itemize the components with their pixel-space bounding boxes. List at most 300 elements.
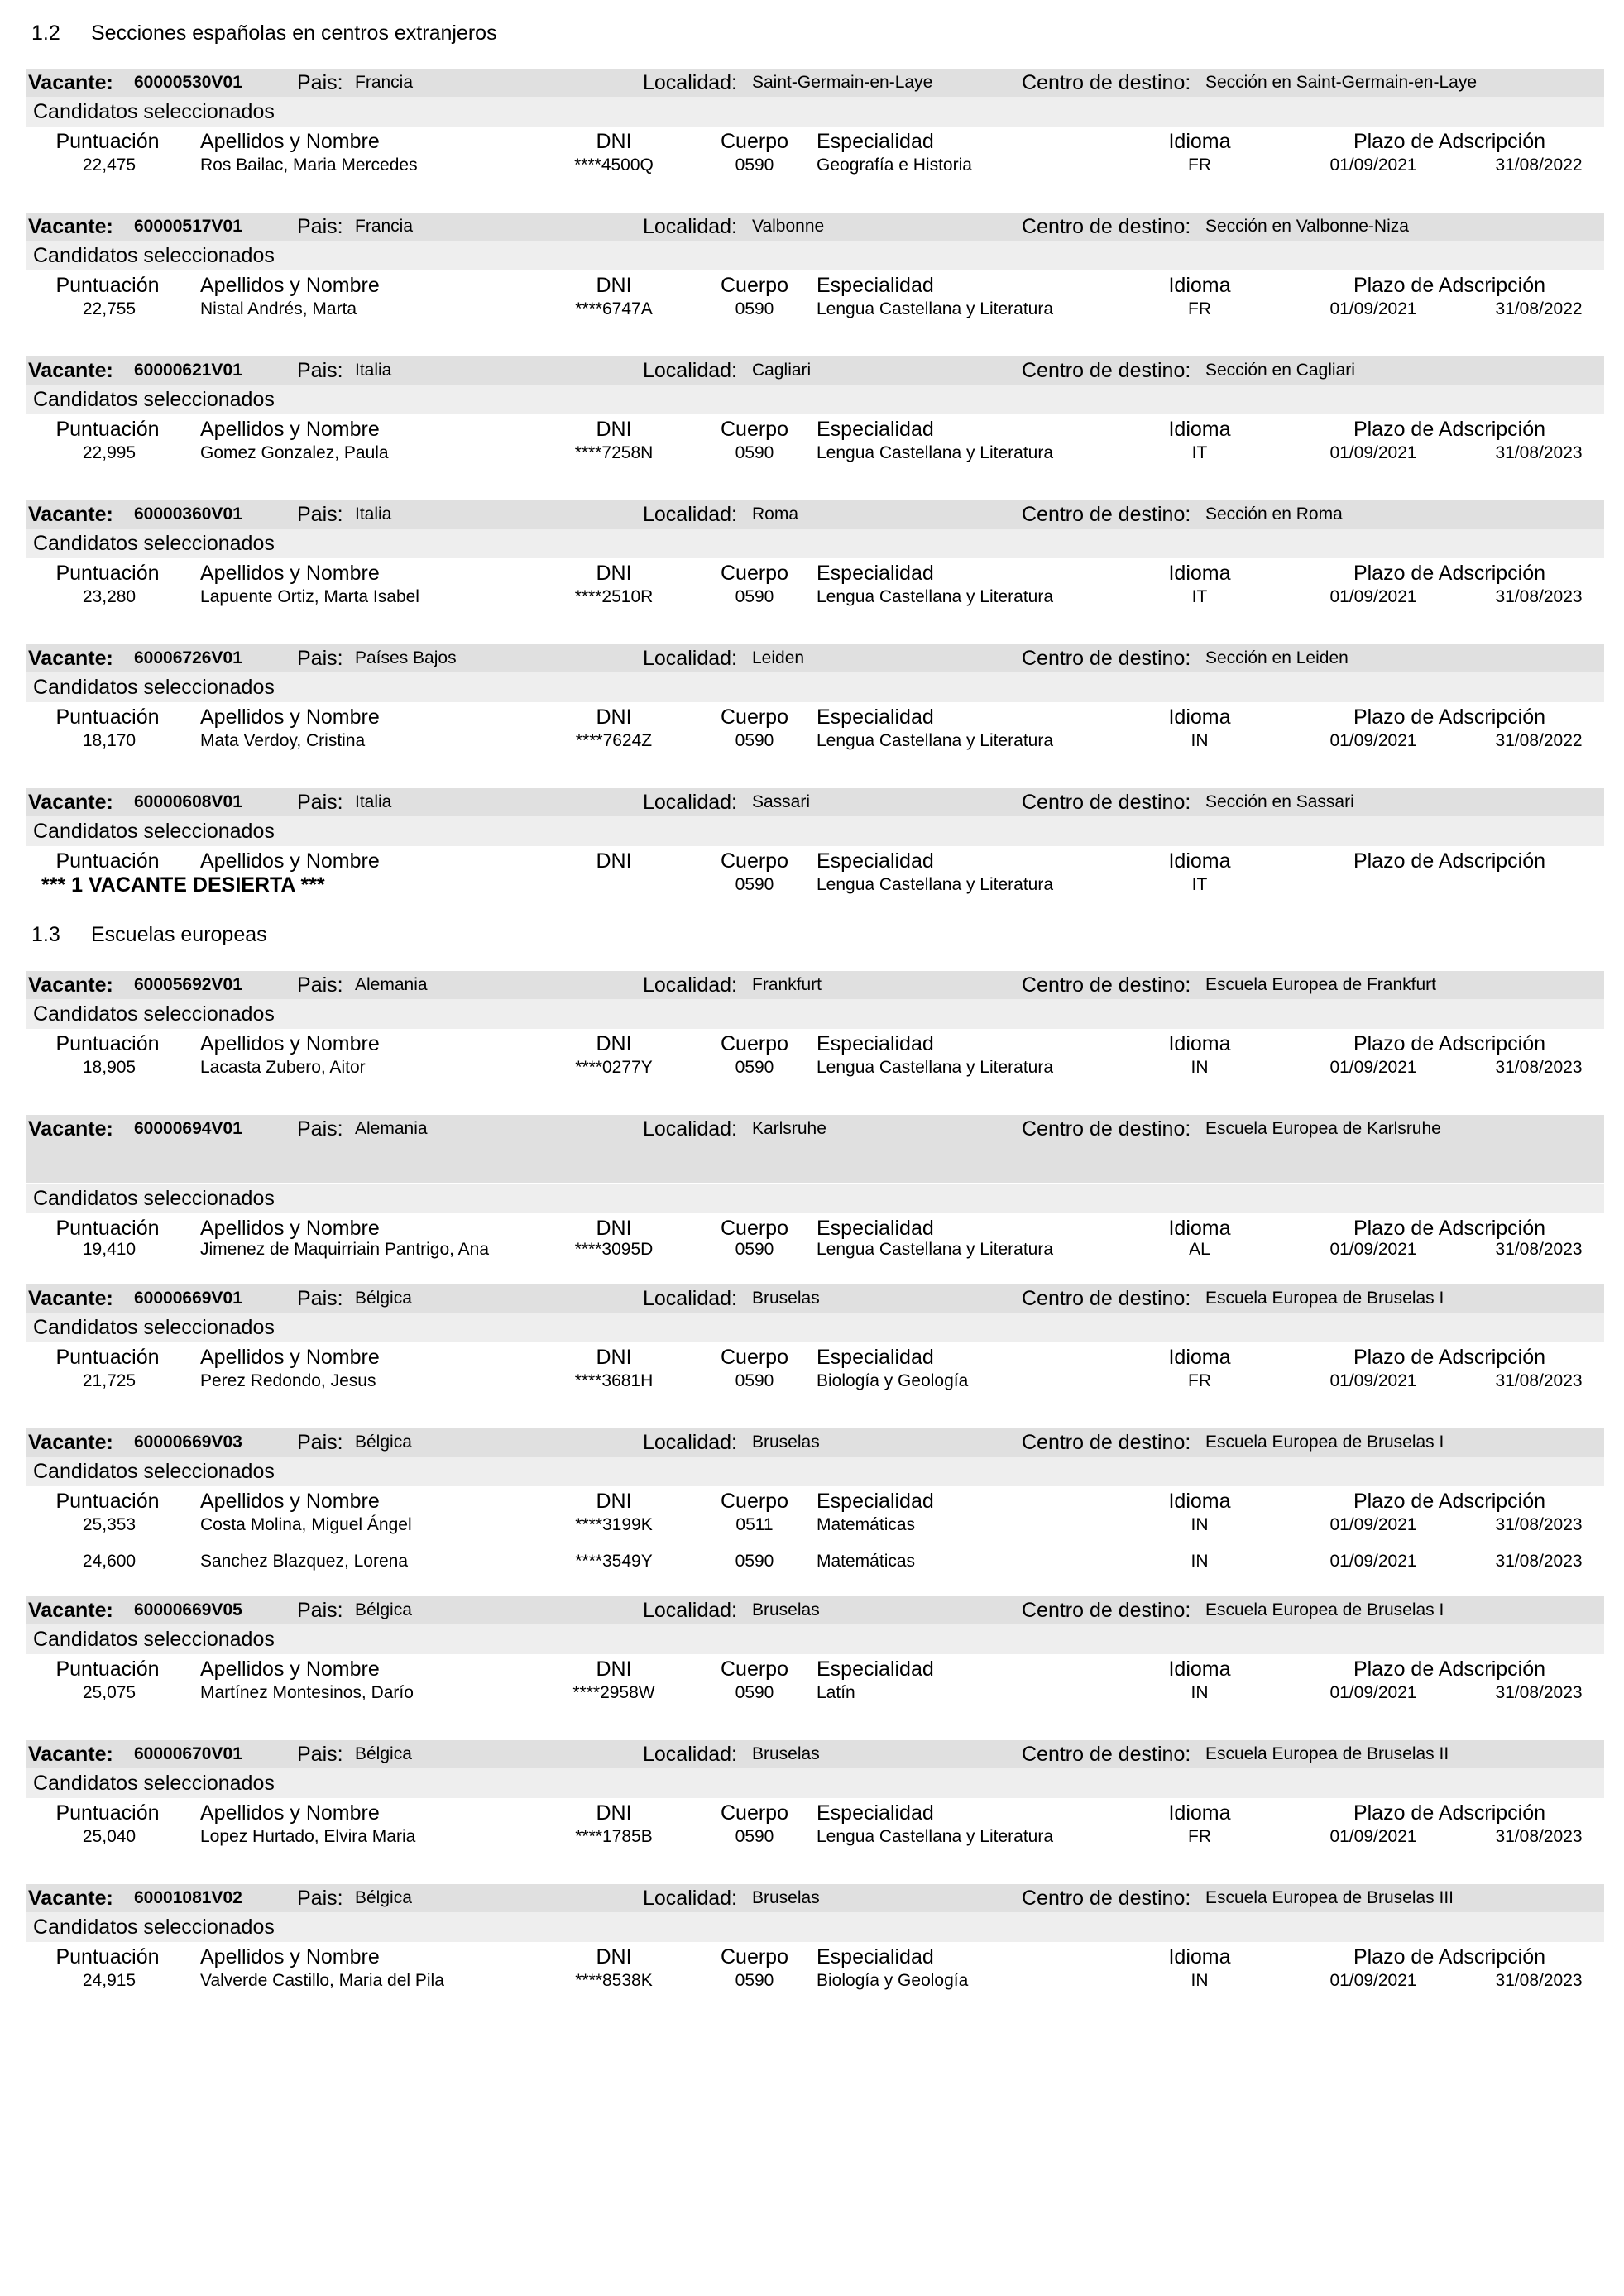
col-especialidad: Especialidad (817, 1032, 934, 1055)
centro-value: Sección en Roma (1205, 505, 1343, 524)
localidad-value: Cagliari (752, 361, 812, 380)
localidad-label: Localidad: (643, 973, 737, 997)
cell-nombre: Perez Redondo, Jesus (200, 1371, 376, 1390)
pais-value: Italia (355, 792, 392, 811)
col-puntuacion: Puntuación (55, 130, 160, 153)
vacancy-header (26, 213, 1604, 241)
col-especialidad: Especialidad (817, 418, 934, 441)
cell-puntuacion: 25,075 (82, 1683, 137, 1702)
localidad-value: Valbonne (752, 217, 825, 236)
pais-label: Pais: (297, 1287, 343, 1310)
col-apellidos: Apellidos y Nombre (200, 1346, 380, 1369)
candidates-label: Candidatos seleccionados (33, 1916, 275, 1939)
col-especialidad: Especialidad (817, 1346, 934, 1369)
cell-idioma: AL (1189, 1240, 1210, 1259)
col-puntuacion: Puntuación (55, 562, 160, 585)
vacancy-code: 60000694V01 (134, 1119, 242, 1138)
cell-puntuacion: 18,905 (82, 1058, 137, 1077)
cell-plazo-fin: 31/08/2022 (1495, 299, 1583, 318)
candidates-bar (26, 241, 1604, 270)
vacante-desierta: *** 1 VACANTE DESIERTA *** (41, 873, 325, 897)
cell-plazo-inicio: 01/09/2021 (1329, 1058, 1417, 1077)
cell-dni: ****7624Z (575, 731, 653, 750)
vacante-label: Vacante: (28, 1599, 113, 1622)
col-idioma: Idioma (1168, 1801, 1231, 1825)
cell-dni: ****0277Y (575, 1058, 653, 1077)
cell-dni: ****3095D (574, 1240, 654, 1259)
localidad-label: Localidad: (643, 1431, 737, 1454)
cell-plazo-inicio: 01/09/2021 (1329, 587, 1417, 606)
localidad-label: Localidad: (643, 1743, 737, 1766)
cell-dni: ****3199K (575, 1515, 653, 1534)
col-plazo: Plazo de Adscripción (1353, 274, 1546, 297)
candidates-bar (26, 999, 1604, 1029)
col-especialidad: Especialidad (817, 706, 934, 729)
candidates-label: Candidatos seleccionados (33, 1628, 275, 1651)
candidates-label: Candidatos seleccionados (33, 100, 275, 123)
col-plazo: Plazo de Adscripción (1353, 562, 1546, 585)
cell-especialidad: Lengua Castellana y Literatura (817, 1240, 1054, 1259)
cell-puntuacion: 22,755 (82, 299, 137, 318)
centro-value: Escuela Europea de Bruselas I (1205, 1289, 1444, 1308)
col-cuerpo: Cuerpo (721, 1490, 788, 1513)
col-especialidad: Especialidad (817, 1945, 934, 1968)
centro-label: Centro de destino: (1022, 1887, 1191, 1910)
section-title-text: Escuelas europeas (91, 923, 267, 946)
cell-plazo-inicio: 01/09/2021 (1329, 1371, 1417, 1390)
col-dni: DNI (596, 1346, 632, 1369)
localidad-value: Leiden (752, 648, 805, 667)
cell-puntuacion: 25,353 (82, 1515, 137, 1534)
col-idioma: Idioma (1168, 1032, 1231, 1055)
col-apellidos: Apellidos y Nombre (200, 849, 380, 873)
centro-value: Sección en Leiden (1205, 648, 1349, 667)
cell-puntuacion: 19,410 (82, 1240, 137, 1259)
table-row (26, 870, 1604, 900)
centro-value: Escuela Europea de Bruselas III (1205, 1888, 1454, 1907)
vacante-label: Vacante: (28, 647, 113, 670)
centro-label: Centro de destino: (1022, 215, 1191, 238)
vacancy-header (26, 644, 1604, 672)
pais-label: Pais: (297, 71, 343, 94)
col-puntuacion: Puntuación (55, 274, 160, 297)
vacancy-header (26, 1596, 1604, 1624)
centro-value: Sección en Cagliari (1205, 361, 1355, 380)
cell-nombre: Mata Verdoy, Cristina (200, 731, 366, 750)
cell-puntuacion: 21,725 (82, 1371, 137, 1390)
vacancy-header (26, 1284, 1604, 1313)
localidad-label: Localidad: (643, 1887, 737, 1910)
cell-nombre: Lacasta Zubero, Aitor (200, 1058, 366, 1077)
pais-label: Pais: (297, 791, 343, 814)
section-title (31, 22, 497, 45)
col-cuerpo: Cuerpo (721, 1032, 788, 1055)
table-row (26, 1366, 1604, 1396)
candidates-label: Candidatos seleccionados (33, 1002, 275, 1026)
cell-cuerpo: 0590 (735, 731, 774, 750)
pais-value: Bélgica (355, 1289, 412, 1308)
col-plazo: Plazo de Adscripción (1353, 418, 1546, 441)
vacancy-code: 60006726V01 (134, 648, 242, 667)
cell-plazo-fin: 31/08/2023 (1495, 1515, 1583, 1534)
cell-cuerpo: 0590 (735, 1058, 774, 1077)
candidates-bar (26, 97, 1604, 127)
cell-plazo-fin: 31/08/2023 (1495, 587, 1583, 606)
cell-especialidad: Biología y Geología (817, 1371, 969, 1390)
vacante-label: Vacante: (28, 1743, 113, 1766)
cell-plazo-inicio: 01/09/2021 (1329, 1971, 1417, 1990)
pais-label: Pais: (297, 973, 343, 997)
cell-puntuacion: 22,995 (82, 443, 137, 462)
pais-value: Bélgica (355, 1888, 412, 1907)
cell-puntuacion: 23,280 (82, 587, 137, 606)
col-dni: DNI (596, 706, 632, 729)
vacancy-code: 60000360V01 (134, 505, 242, 524)
centro-label: Centro de destino: (1022, 359, 1191, 382)
col-idioma: Idioma (1168, 274, 1231, 297)
vacancy-header (26, 1428, 1604, 1457)
vacancy-header (26, 356, 1604, 385)
localidad-label: Localidad: (643, 647, 737, 670)
vacancy-code: 60000608V01 (134, 792, 242, 811)
candidates-label: Candidatos seleccionados (33, 676, 275, 699)
cell-nombre: Gomez Gonzalez, Paula (200, 443, 389, 462)
section-number: 1.3 (31, 923, 60, 946)
col-cuerpo: Cuerpo (721, 706, 788, 729)
col-puntuacion: Puntuación (55, 1801, 160, 1825)
localidad-label: Localidad: (643, 1117, 737, 1141)
localidad-label: Localidad: (643, 71, 737, 94)
centro-label: Centro de destino: (1022, 1431, 1191, 1454)
cell-especialidad: Matemáticas (817, 1552, 916, 1571)
col-idioma: Idioma (1168, 706, 1231, 729)
centro-value: Sección en Saint-Germain-en-Laye (1205, 73, 1478, 92)
vacancy-code: 60000530V01 (134, 73, 242, 92)
pais-label: Pais: (297, 1887, 343, 1910)
col-dni: DNI (596, 274, 632, 297)
col-idioma: Idioma (1168, 849, 1231, 873)
localidad-label: Localidad: (643, 503, 737, 526)
section-title (31, 923, 267, 947)
cell-plazo-fin: 31/08/2022 (1495, 155, 1583, 175)
cell-puntuacion: 25,040 (82, 1827, 137, 1846)
cell-especialidad: Biología y Geología (817, 1971, 969, 1990)
col-plazo: Plazo de Adscripción (1353, 1217, 1546, 1240)
centro-value: Escuela Europea de Karlsruhe (1205, 1119, 1441, 1138)
col-cuerpo: Cuerpo (721, 1657, 788, 1681)
col-cuerpo: Cuerpo (721, 130, 788, 153)
cell-idioma: FR (1188, 1827, 1211, 1846)
localidad-value: Sassari (752, 792, 811, 811)
col-apellidos: Apellidos y Nombre (200, 1490, 380, 1513)
cell-plazo-fin: 31/08/2023 (1495, 1240, 1583, 1259)
cell-cuerpo: 0590 (735, 1683, 774, 1702)
cell-cuerpo: 0590 (735, 587, 774, 606)
vacancy-code: 60005692V01 (134, 975, 242, 994)
vacancy-header (26, 788, 1604, 816)
pais-value: Francia (355, 73, 414, 92)
col-cuerpo: Cuerpo (721, 1801, 788, 1825)
col-plazo: Plazo de Adscripción (1353, 849, 1546, 873)
cell-especialidad: Matemáticas (817, 1515, 916, 1534)
section-number: 1.2 (31, 22, 60, 45)
candidates-label: Candidatos seleccionados (33, 1772, 275, 1795)
table-row (26, 1547, 1604, 1576)
col-dni: DNI (596, 849, 632, 873)
pais-value: Italia (355, 361, 392, 380)
vacancy-code: 60000621V01 (134, 361, 242, 380)
col-cuerpo: Cuerpo (721, 1945, 788, 1968)
cell-nombre: Jimenez de Maquirriain Pantrigo, Ana (200, 1240, 490, 1259)
pais-label: Pais: (297, 1117, 343, 1141)
cell-idioma: IT (1191, 443, 1208, 462)
col-cuerpo: Cuerpo (721, 562, 788, 585)
cell-dni: ****2510R (574, 587, 654, 606)
cell-idioma: IN (1190, 1058, 1209, 1077)
cell-cuerpo: 0590 (735, 155, 774, 175)
centro-label: Centro de destino: (1022, 71, 1191, 94)
col-especialidad: Especialidad (817, 1217, 934, 1240)
col-especialidad: Especialidad (817, 849, 934, 873)
localidad-value: Bruselas (752, 1600, 820, 1619)
cell-nombre: Lapuente Ortiz, Marta Isabel (200, 587, 419, 606)
localidad-value: Bruselas (752, 1433, 820, 1452)
cell-idioma: IN (1190, 1971, 1209, 1990)
cell-plazo-inicio: 01/09/2021 (1329, 1240, 1417, 1259)
cell-idioma: FR (1188, 299, 1211, 318)
cell-especialidad: Latín (817, 1683, 855, 1702)
localidad-label: Localidad: (643, 1599, 737, 1622)
cell-puntuacion: 24,600 (82, 1552, 137, 1571)
pais-value: Italia (355, 505, 392, 524)
localidad-value: Karlsruhe (752, 1119, 826, 1138)
col-apellidos: Apellidos y Nombre (200, 1217, 380, 1240)
centro-value: Escuela Europea de Bruselas II (1205, 1744, 1449, 1763)
candidates-bar (26, 1624, 1604, 1654)
cell-nombre: Ros Bailac, Maria Mercedes (200, 155, 418, 175)
col-idioma: Idioma (1168, 1346, 1231, 1369)
centro-label: Centro de destino: (1022, 1287, 1191, 1310)
cell-plazo-fin: 31/08/2023 (1495, 1971, 1583, 1990)
localidad-value: Roma (752, 505, 799, 524)
cell-cuerpo: 0590 (735, 299, 774, 318)
candidates-bar (26, 1912, 1604, 1942)
vacancy-code: 60001081V02 (134, 1888, 242, 1907)
col-cuerpo: Cuerpo (721, 1217, 788, 1240)
centro-label: Centro de destino: (1022, 973, 1191, 997)
cell-puntuacion: 22,475 (82, 155, 137, 175)
pais-label: Pais: (297, 359, 343, 382)
cell-plazo-inicio: 01/09/2021 (1329, 731, 1417, 750)
col-especialidad: Especialidad (817, 130, 934, 153)
col-dni: DNI (596, 1657, 632, 1681)
pais-label: Pais: (297, 1599, 343, 1622)
localidad-value: Bruselas (752, 1744, 820, 1763)
centro-label: Centro de destino: (1022, 1599, 1191, 1622)
candidates-bar (26, 672, 1604, 702)
col-idioma: Idioma (1168, 1945, 1231, 1968)
cell-especialidad: Geografía e Historia (817, 155, 972, 175)
cell-especialidad: Lengua Castellana y Literatura (817, 731, 1054, 750)
vacante-label: Vacante: (28, 791, 113, 814)
vacancy-header (26, 500, 1604, 529)
cell-dni: ****2958W (572, 1683, 655, 1702)
col-plazo: Plazo de Adscripción (1353, 1490, 1546, 1513)
col-puntuacion: Puntuación (55, 1945, 160, 1968)
candidates-bar (26, 1313, 1604, 1342)
cell-plazo-inicio: 01/09/2021 (1329, 155, 1417, 175)
cell-plazo-fin: 31/08/2022 (1495, 731, 1583, 750)
cell-cuerpo: 0590 (735, 1240, 774, 1259)
cell-cuerpo: 0590 (735, 1552, 774, 1571)
col-apellidos: Apellidos y Nombre (200, 1945, 380, 1968)
col-idioma: Idioma (1168, 1657, 1231, 1681)
col-plazo: Plazo de Adscripción (1353, 1346, 1546, 1369)
pais-value: Bélgica (355, 1600, 412, 1619)
vacante-label: Vacante: (28, 1117, 113, 1141)
pais-value: Francia (355, 217, 414, 236)
pais-label: Pais: (297, 503, 343, 526)
cell-plazo-fin: 31/08/2023 (1495, 1058, 1583, 1077)
candidates-bar (26, 816, 1604, 846)
cell-plazo-inicio: 01/09/2021 (1329, 299, 1417, 318)
localidad-label: Localidad: (643, 215, 737, 238)
candidates-label: Candidatos seleccionados (33, 388, 275, 411)
cell-nombre: Nistal Andrés, Marta (200, 299, 357, 318)
table-row (26, 1053, 1604, 1083)
cell-nombre: Valverde Castillo, Maria del Pila (200, 1971, 444, 1990)
cell-especialidad: Lengua Castellana y Literatura (817, 1058, 1054, 1077)
vacante-label: Vacante: (28, 1887, 113, 1910)
cell-dni: ****3549Y (575, 1552, 653, 1571)
col-apellidos: Apellidos y Nombre (200, 1032, 380, 1055)
candidates-bar (26, 385, 1604, 414)
cell-idioma: IN (1190, 731, 1209, 750)
cell-puntuacion: 24,915 (82, 1971, 137, 1990)
col-puntuacion: Puntuación (55, 1346, 160, 1369)
vacancy-code: 60000517V01 (134, 217, 242, 236)
col-dni: DNI (596, 1945, 632, 1968)
cell-dni: ****6747A (575, 299, 653, 318)
candidates-label: Candidatos seleccionados (33, 1460, 275, 1483)
centro-value: Escuela Europea de Bruselas I (1205, 1433, 1444, 1452)
col-dni: DNI (596, 562, 632, 585)
centro-label: Centro de destino: (1022, 1117, 1191, 1141)
col-cuerpo: Cuerpo (721, 418, 788, 441)
col-puntuacion: Puntuación (55, 418, 160, 441)
candidates-label: Candidatos seleccionados (33, 1187, 275, 1210)
vacancy-code: 60000669V05 (134, 1600, 242, 1619)
col-idioma: Idioma (1168, 130, 1231, 153)
table-row (26, 1678, 1604, 1708)
col-especialidad: Especialidad (817, 1801, 934, 1825)
cell-nombre: Lopez Hurtado, Elvira Maria (200, 1827, 416, 1846)
centro-label: Centro de destino: (1022, 647, 1191, 670)
pais-label: Pais: (297, 215, 343, 238)
localidad-value: Bruselas (752, 1289, 820, 1308)
cell-cuerpo: 0511 (735, 1515, 774, 1534)
candidates-label: Candidatos seleccionados (33, 1316, 275, 1339)
table-row (26, 1966, 1604, 1996)
vacancy-header (26, 971, 1604, 999)
cell-plazo-inicio: 01/09/2021 (1329, 1552, 1417, 1571)
col-apellidos: Apellidos y Nombre (200, 1801, 380, 1825)
centro-value: Sección en Sassari (1205, 792, 1354, 811)
col-apellidos: Apellidos y Nombre (200, 130, 380, 153)
cell-especialidad: Lengua Castellana y Literatura (817, 587, 1054, 606)
cell-dni: ****3681H (574, 1371, 654, 1390)
pais-value: Países Bajos (355, 648, 457, 667)
cell-cuerpo: 0590 (735, 1971, 774, 1990)
cell-plazo-fin: 31/08/2023 (1495, 1683, 1583, 1702)
col-idioma: Idioma (1168, 418, 1231, 441)
col-apellidos: Apellidos y Nombre (200, 418, 380, 441)
table-row (26, 1822, 1604, 1852)
cell-cuerpo: 0590 (735, 443, 774, 462)
cell-especialidad: Lengua Castellana y Literatura (817, 299, 1054, 318)
col-plazo: Plazo de Adscripción (1353, 1657, 1546, 1681)
pais-label: Pais: (297, 1743, 343, 1766)
table-row (26, 294, 1604, 324)
candidates-bar (26, 1184, 1604, 1213)
col-plazo: Plazo de Adscripción (1353, 1945, 1546, 1968)
col-cuerpo: Cuerpo (721, 849, 788, 873)
vacante-label: Vacante: (28, 1431, 113, 1454)
candidates-label: Candidatos seleccionados (33, 820, 275, 843)
vacante-label: Vacante: (28, 71, 113, 94)
col-dni: DNI (596, 1801, 632, 1825)
candidates-bar (26, 1457, 1604, 1486)
col-apellidos: Apellidos y Nombre (200, 274, 380, 297)
cell-plazo-fin: 31/08/2023 (1495, 443, 1583, 462)
col-especialidad: Especialidad (817, 562, 934, 585)
cell-cuerpo: 0590 (735, 1371, 774, 1390)
cell-plazo-inicio: 01/09/2021 (1329, 1827, 1417, 1846)
cell-dni: ****7258N (574, 443, 654, 462)
vacante-label: Vacante: (28, 503, 113, 526)
table-row (26, 151, 1604, 180)
vacante-label: Vacante: (28, 973, 113, 997)
cell-cuerpo: 0590 (735, 1827, 774, 1846)
col-dni: DNI (596, 1032, 632, 1055)
col-plazo: Plazo de Adscripción (1353, 130, 1546, 153)
cell-idioma: IT (1191, 875, 1208, 894)
cell-nombre: Costa Molina, Miguel Ángel (200, 1515, 412, 1534)
centro-value: Sección en Valbonne-Niza (1205, 217, 1409, 236)
vacancy-header (26, 1740, 1604, 1768)
vacancy-header (26, 1884, 1604, 1912)
section-title-text: Secciones españolas en centros extranjeros (91, 22, 497, 45)
col-puntuacion: Puntuación (55, 1217, 160, 1240)
centro-label: Centro de destino: (1022, 791, 1191, 814)
cell-especialidad: Lengua Castellana y Literatura (817, 443, 1054, 462)
table-row (26, 582, 1604, 612)
vacante-label: Vacante: (28, 215, 113, 238)
localidad-label: Localidad: (643, 1287, 737, 1310)
cell-idioma: IN (1190, 1552, 1209, 1571)
candidates-bar (26, 1768, 1604, 1798)
pais-label: Pais: (297, 1431, 343, 1454)
cell-dni: ****8538K (575, 1971, 653, 1990)
col-plazo: Plazo de Adscripción (1353, 1032, 1546, 1055)
candidates-label: Candidatos seleccionados (33, 532, 275, 555)
col-puntuacion: Puntuación (55, 1490, 160, 1513)
col-idioma: Idioma (1168, 562, 1231, 585)
cell-plazo-fin: 31/08/2023 (1495, 1827, 1583, 1846)
cell-nombre: Martínez Montesinos, Darío (200, 1683, 414, 1702)
col-plazo: Plazo de Adscripción (1353, 1801, 1546, 1825)
col-apellidos: Apellidos y Nombre (200, 706, 380, 729)
